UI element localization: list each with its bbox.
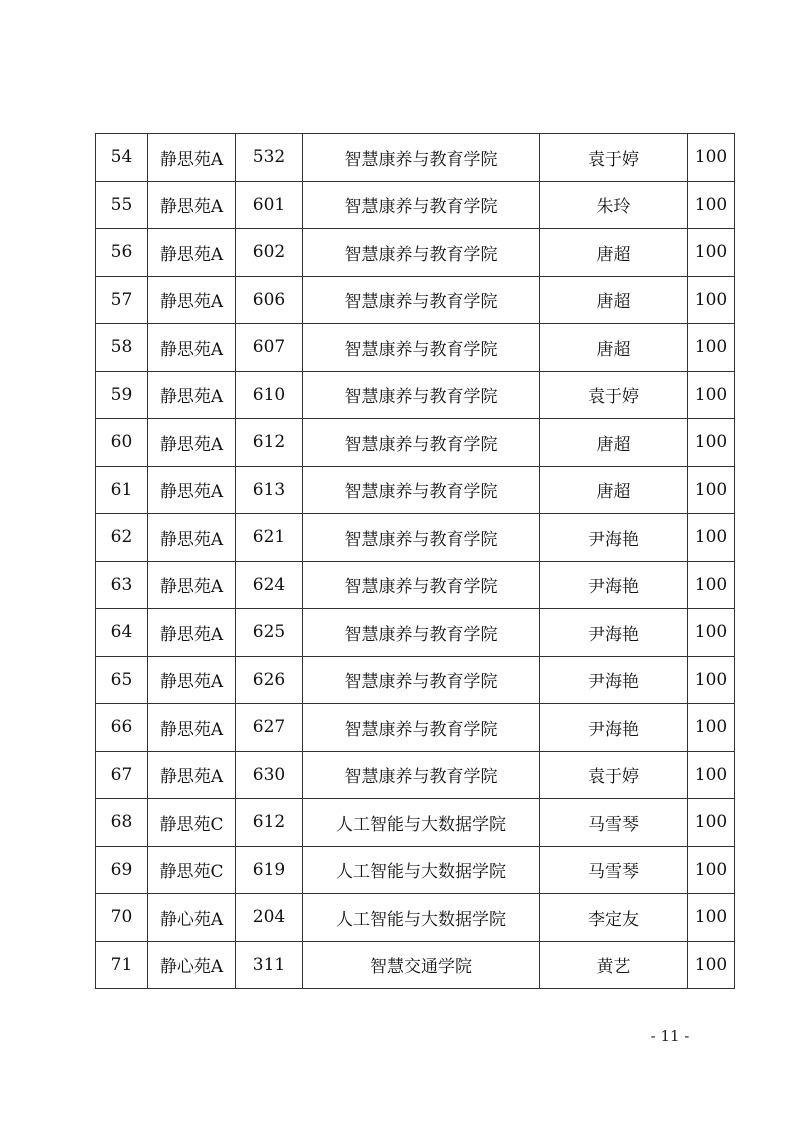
building-cell: 静思苑A [148,609,236,657]
table-row [96,799,735,847]
responsible-person-cell: 唐超 [540,229,688,277]
responsible-person-cell: 尹海艳 [540,656,688,704]
building-cell: 静思苑A [148,656,236,704]
college-cell: 智慧康养与教育学院 [303,229,540,277]
page-number: - 11 - [650,1027,690,1045]
responsible-person-cell: 尹海艳 [540,609,688,657]
college-cell: 智慧康养与教育学院 [303,561,540,609]
score-cell: 100 [688,751,735,799]
table-row [96,941,735,989]
score-cell: 100 [688,514,735,562]
responsible-person-cell: 唐超 [540,276,688,324]
score-cell: 100 [688,799,735,847]
score-cell: 100 [688,134,735,182]
score-cell: 100 [688,561,735,609]
row-number-cell: 60 [96,419,148,467]
table-row [96,466,735,514]
room-number-cell: 630 [236,751,303,799]
row-number-cell: 67 [96,751,148,799]
college-cell: 人工智能与大数据学院 [303,894,540,942]
building-cell: 静思苑A [148,324,236,372]
row-number-cell: 66 [96,704,148,752]
room-number-cell: 621 [236,514,303,562]
college-cell: 智慧康养与教育学院 [303,276,540,324]
row-number-cell: 64 [96,609,148,657]
building-cell: 静思苑A [148,134,236,182]
responsible-person-cell: 尹海艳 [540,561,688,609]
responsible-person-cell: 袁于婷 [540,751,688,799]
score-cell: 100 [688,941,735,989]
score-cell: 100 [688,181,735,229]
college-cell: 智慧康养与教育学院 [303,514,540,562]
table-row [96,894,735,942]
score-cell: 100 [688,276,735,324]
college-cell: 智慧康养与教育学院 [303,609,540,657]
responsible-person-cell: 马雪琴 [540,846,688,894]
row-number-cell: 65 [96,656,148,704]
score-cell: 100 [688,704,735,752]
score-cell: 100 [688,371,735,419]
college-cell: 人工智能与大数据学院 [303,799,540,847]
row-number-cell: 71 [96,941,148,989]
row-number-cell: 69 [96,846,148,894]
score-cell: 100 [688,466,735,514]
building-cell: 静思苑A [148,514,236,562]
score-cell: 100 [688,324,735,372]
row-number-cell: 54 [96,134,148,182]
responsible-person-cell: 黄艺 [540,941,688,989]
building-cell: 静思苑A [148,751,236,799]
row-number-cell: 63 [96,561,148,609]
room-number-cell: 612 [236,799,303,847]
building-cell: 静思苑A [148,561,236,609]
responsible-person-cell: 马雪琴 [540,799,688,847]
college-cell: 智慧交通学院 [303,941,540,989]
row-number-cell: 61 [96,466,148,514]
building-cell: 静思苑A [148,371,236,419]
table-row [96,656,735,704]
score-cell: 100 [688,656,735,704]
row-number-cell: 62 [96,514,148,562]
college-cell: 智慧康养与教育学院 [303,466,540,514]
dormitory-score-table [95,133,735,989]
building-cell: 静思苑A [148,704,236,752]
room-number-cell: 612 [236,419,303,467]
room-number-cell: 204 [236,894,303,942]
college-cell: 智慧康养与教育学院 [303,181,540,229]
row-number-cell: 55 [96,181,148,229]
room-number-cell: 602 [236,229,303,277]
room-number-cell: 311 [236,941,303,989]
college-cell: 智慧康养与教育学院 [303,751,540,799]
responsible-person-cell: 唐超 [540,466,688,514]
table-row [96,514,735,562]
table-row [96,704,735,752]
table-row [96,846,735,894]
responsible-person-cell: 唐超 [540,324,688,372]
row-number-cell: 58 [96,324,148,372]
building-cell: 静心苑A [148,894,236,942]
room-number-cell: 532 [236,134,303,182]
building-cell: 静思苑C [148,799,236,847]
row-number-cell: 57 [96,276,148,324]
room-number-cell: 606 [236,276,303,324]
score-cell: 100 [688,846,735,894]
table-row [96,419,735,467]
building-cell: 静思苑A [148,276,236,324]
building-cell: 静思苑A [148,181,236,229]
responsible-person-cell: 唐超 [540,419,688,467]
score-cell: 100 [688,229,735,277]
responsible-person-cell: 尹海艳 [540,704,688,752]
table-row [96,751,735,799]
score-cell: 100 [688,419,735,467]
building-cell: 静心苑A [148,941,236,989]
room-number-cell: 627 [236,704,303,752]
table-body [96,134,735,989]
room-number-cell: 610 [236,371,303,419]
building-cell: 静思苑C [148,846,236,894]
responsible-person-cell: 袁于婷 [540,134,688,182]
building-cell: 静思苑A [148,229,236,277]
table-row [96,229,735,277]
college-cell: 智慧康养与教育学院 [303,704,540,752]
room-number-cell: 625 [236,609,303,657]
table-row [96,324,735,372]
responsible-person-cell: 李定友 [540,894,688,942]
responsible-person-cell: 袁于婷 [540,371,688,419]
row-number-cell: 68 [96,799,148,847]
room-number-cell: 624 [236,561,303,609]
row-number-cell: 59 [96,371,148,419]
table-row [96,181,735,229]
college-cell: 智慧康养与教育学院 [303,371,540,419]
table-row [96,371,735,419]
college-cell: 智慧康养与教育学院 [303,134,540,182]
college-cell: 人工智能与大数据学院 [303,846,540,894]
college-cell: 智慧康养与教育学院 [303,656,540,704]
building-cell: 静思苑A [148,419,236,467]
table-row [96,561,735,609]
table-row [96,609,735,657]
building-cell: 静思苑A [148,466,236,514]
responsible-person-cell: 尹海艳 [540,514,688,562]
table-row [96,276,735,324]
room-number-cell: 619 [236,846,303,894]
score-cell: 100 [688,609,735,657]
room-number-cell: 601 [236,181,303,229]
responsible-person-cell: 朱玲 [540,181,688,229]
room-number-cell: 613 [236,466,303,514]
row-number-cell: 70 [96,894,148,942]
room-number-cell: 607 [236,324,303,372]
score-cell: 100 [688,894,735,942]
college-cell: 智慧康养与教育学院 [303,419,540,467]
row-number-cell: 56 [96,229,148,277]
room-number-cell: 626 [236,656,303,704]
table-row [96,134,735,182]
college-cell: 智慧康养与教育学院 [303,324,540,372]
